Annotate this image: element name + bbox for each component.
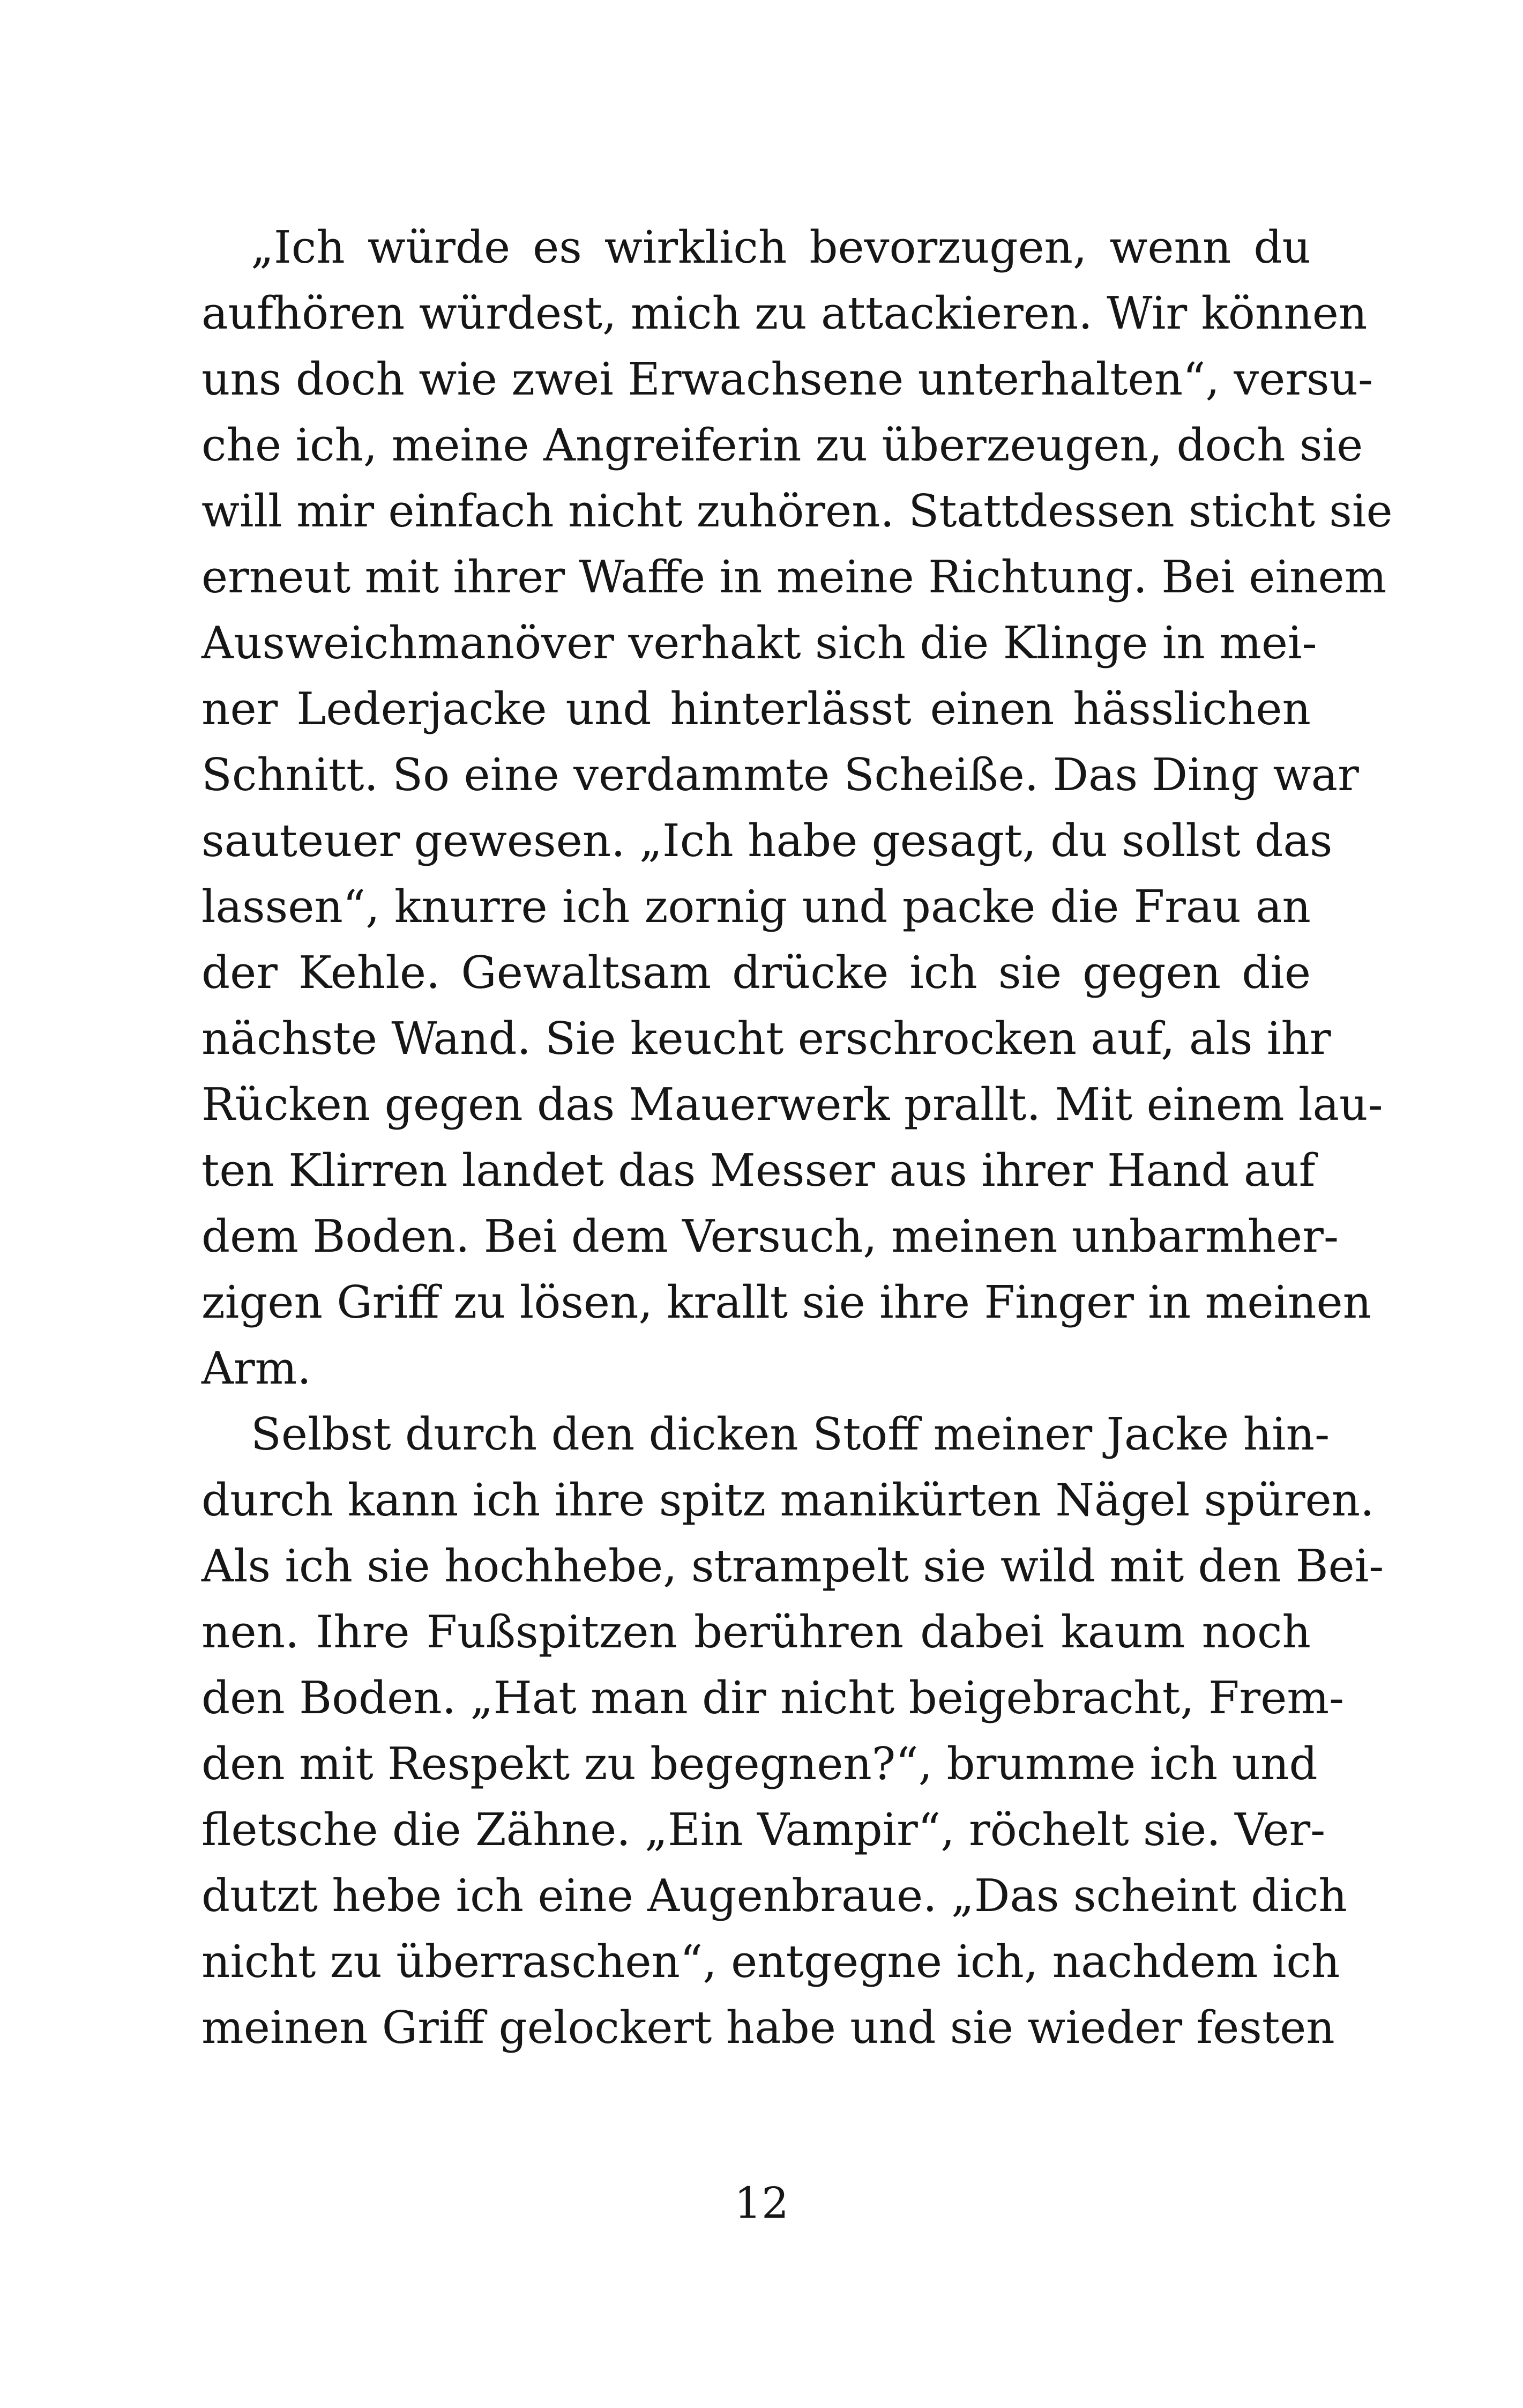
text-line: zigen Griff zu lösen, krallt sie ihre Finger in meinen <box>201 1276 1372 1328</box>
text-line: dem Boden. Bei dem Versuch, meinen unbarmher- <box>201 1210 1339 1262</box>
text-line: erneut mit ihrer Waffe in meine Richtung. Bei einem <box>201 551 1387 603</box>
text-line: fletsche die Zähne. „Ein Vampir“, röchelt sie. Ver- <box>201 1804 1326 1856</box>
text-line: will mir einfach nicht zuhören. Stattdessen sticht sie <box>201 485 1393 537</box>
text-line: Ausweichmanöver verhakt sich die Klinge in mei- <box>201 617 1317 669</box>
text-line: Rücken gegen das Mauerwerk prallt. Mit einem lau- <box>201 1079 1383 1131</box>
text-line: nächste Wand. Sie keucht erschrocken auf, als ihr <box>201 1013 1331 1065</box>
text-line: den Boden. „Hat man dir nicht beigebracht, Frem- <box>201 1672 1345 1724</box>
text-line: sauteuer gewesen. „Ich habe gesagt, du sollst das <box>201 815 1333 867</box>
text-line: dutzt hebe ich eine Augenbraue. „Das scheint dich <box>201 1870 1347 1922</box>
text-line: Selbst durch den dicken Stoff meiner Jacke hin- <box>251 1408 1330 1460</box>
text-line: lassen“, knurre ich zornig und packe die Frau an <box>201 881 1311 933</box>
text-line: ner Lederjacke und hinterlässt einen hässlichen <box>201 683 1311 735</box>
text-line: Schnitt. So eine verdammte Scheiße. Das Ding war <box>201 749 1359 801</box>
text-line: durch kann ich ihre spitz manikürten Nägel spüren. <box>201 1474 1375 1526</box>
text-line: meinen Griff gelockert habe und sie wieder festen <box>201 2002 1335 2054</box>
text-line: uns doch wie zwei Erwachsene unterhalten“, versu- <box>201 353 1373 405</box>
text-line: aufhören würdest, mich zu attackieren. Wir können <box>201 287 1368 339</box>
text-line: Als ich sie hochhebe, strampelt sie wild mit den Bei- <box>201 1540 1384 1592</box>
text-line: che ich, meine Angreiferin zu überzeugen, doch sie <box>201 419 1363 471</box>
text-line: den mit Respekt zu begegnen?“, brumme ich und <box>201 1738 1318 1790</box>
text-line: nicht zu überraschen“, entgegne ich, nachdem ich <box>201 1936 1340 1988</box>
page-number: 12 <box>734 2178 789 2228</box>
text-line: ten Klirren landet das Messer aus ihrer Hand auf <box>201 1144 1316 1196</box>
body-text <box>201 214 1393 2061</box>
text-line: der Kehle. Gewaltsam drücke ich sie gegen die <box>201 947 1311 999</box>
text-line: nen. Ihre Fußspitzen berühren dabei kaum noch <box>201 1606 1311 1658</box>
text-line: Arm. <box>201 1342 311 1394</box>
text-line: „Ich würde es wirklich bevorzugen, wenn du <box>251 221 1311 273</box>
